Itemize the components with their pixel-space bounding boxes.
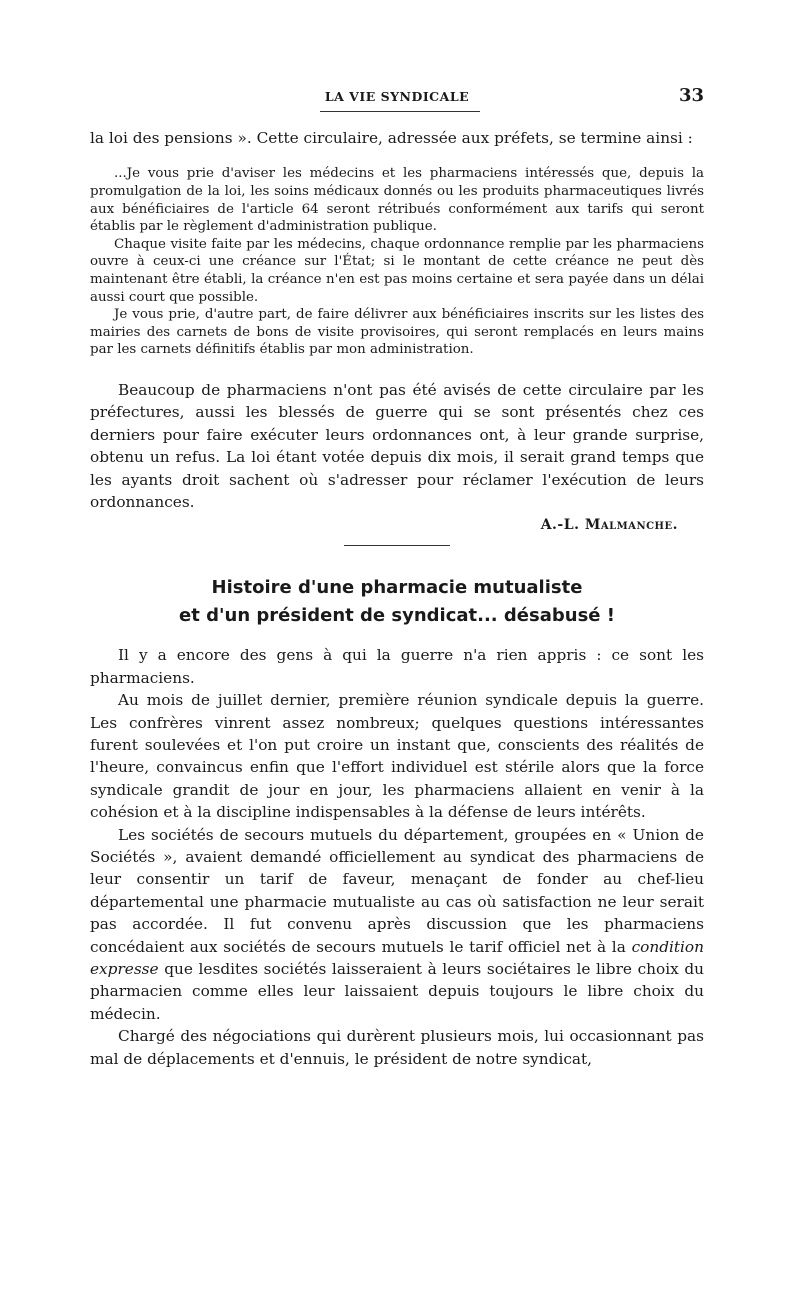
section-separator [344,545,450,546]
article-paragraph-1: Il y a encore des gens à qui la guerre n'a rien appris : ce sont les pharmaciens. [90,646,704,687]
page [90,85,704,1070]
spacer [90,359,704,379]
article-paragraph-3-start: Les sociétés de secours mutuels du département, groupées en « Union de Sociétés », avaient demandé officiellement au syndicat des pharmaciens de leur consentir un tarif de faveur, menaçant de fonder au chef-lieu départemental une pharmacie mutualiste au cas où satisfaction ne leur serait pas accordée. Il fut convenu après discussion que les pharmaciens concédaient aux sociétés de secours mutuels le tarif officiel net à la [90,825,704,956]
article-paragraph-4: Chargé des négociations qui durèrent plusieurs mois, lui occasionnant pas mal de déplacements et d'ennuis, le président de notre syndicat, [90,1027,704,1068]
header-rule [320,111,480,112]
quote-paragraph-2: Chaque visite faite par les médecins, chaque ordonnance remplie par les pharmaciens ouvre à ceux-ci une créance sur l'État; si le montant de cette créance ne peut dès maintenant être établi, la créance n'en est pas moins certaine et sera payée dans un délai aussi court que possible. [90,236,704,305]
article-paragraph-2: Au mois de juillet dernier, première réunion syndicale depuis la guerre. Les confrères vinrent assez nombreux; quelques questions intéressantes furent soulevées et l'on put croire un instant que, conscients des réalités de l'heure, convaincus enfin que l'effort individuel est stérile alors que la force syndicale grandit de jour en jour, les pharmaciens allaient en venir à la cohésion et à la discipline indispensables à la défense de leurs intérêts. [90,691,704,822]
intro-paragraph: la loi des pensions ». Cette circulaire, adressée aux préfets, se termine ainsi : [90,129,693,147]
page-number: 33 [678,85,704,106]
quoted-circular [90,165,704,359]
article-paragraph-3-end: que lesdites sociétés laisseraient à leurs sociétaires le libre choix du pharmacien comme elles leur laissaient depuis toujours le libre choix du médecin. [90,960,704,1023]
article-title [90,574,704,630]
article-title-line-2: et d'un président de syndicat... désabusé ! [179,605,615,627]
quote-paragraph-1: ...Je vous prie d'aviser les médecins et les pharmaciens intéressés que, depuis la promulgation de la loi, les soins médicaux donnés ou les produits pharmaceutiques livrés aux bénéficiaires de l'article 64 seront rétribués conformément aux tarifs qui seront établis par le règlement d'administration publique. [90,166,704,235]
paragraph-after-quote: Beaucoup de pharmaciens n'ont pas été avisés de cette circulaire par les préfectures, aussi les blessés de guerre qui se sont présentés chez ces derniers pour faire exécuter leurs ordonnances ont, à leur grande surprise, obtenu un refus. La loi étant votée depuis dix mois, il serait grand temps que les ayants droit sachent où s'adresser pour réclamer l'exécution de leurs ordonnances. [90,380,704,511]
article-title-line-1: Histoire d'une pharmacie mutualiste [211,577,583,599]
author-signature: A.-L. Malmanche. [540,517,678,534]
running-title: LA VIE SYNDICALE [324,89,470,104]
page-header [90,85,704,115]
quote-paragraph-3: Je vous prie, d'autre part, de faire délivrer aux bénéficiaires inscrits sur les listes des mairies des carnets de bons de visite provisoires, qui seront remplacés en leurs mains par les carnets définitifs établis par mon administration. [90,307,704,358]
article-paragraph-3-italic: condition expresse [90,937,704,979]
article-paragraph-3 [90,824,704,1026]
